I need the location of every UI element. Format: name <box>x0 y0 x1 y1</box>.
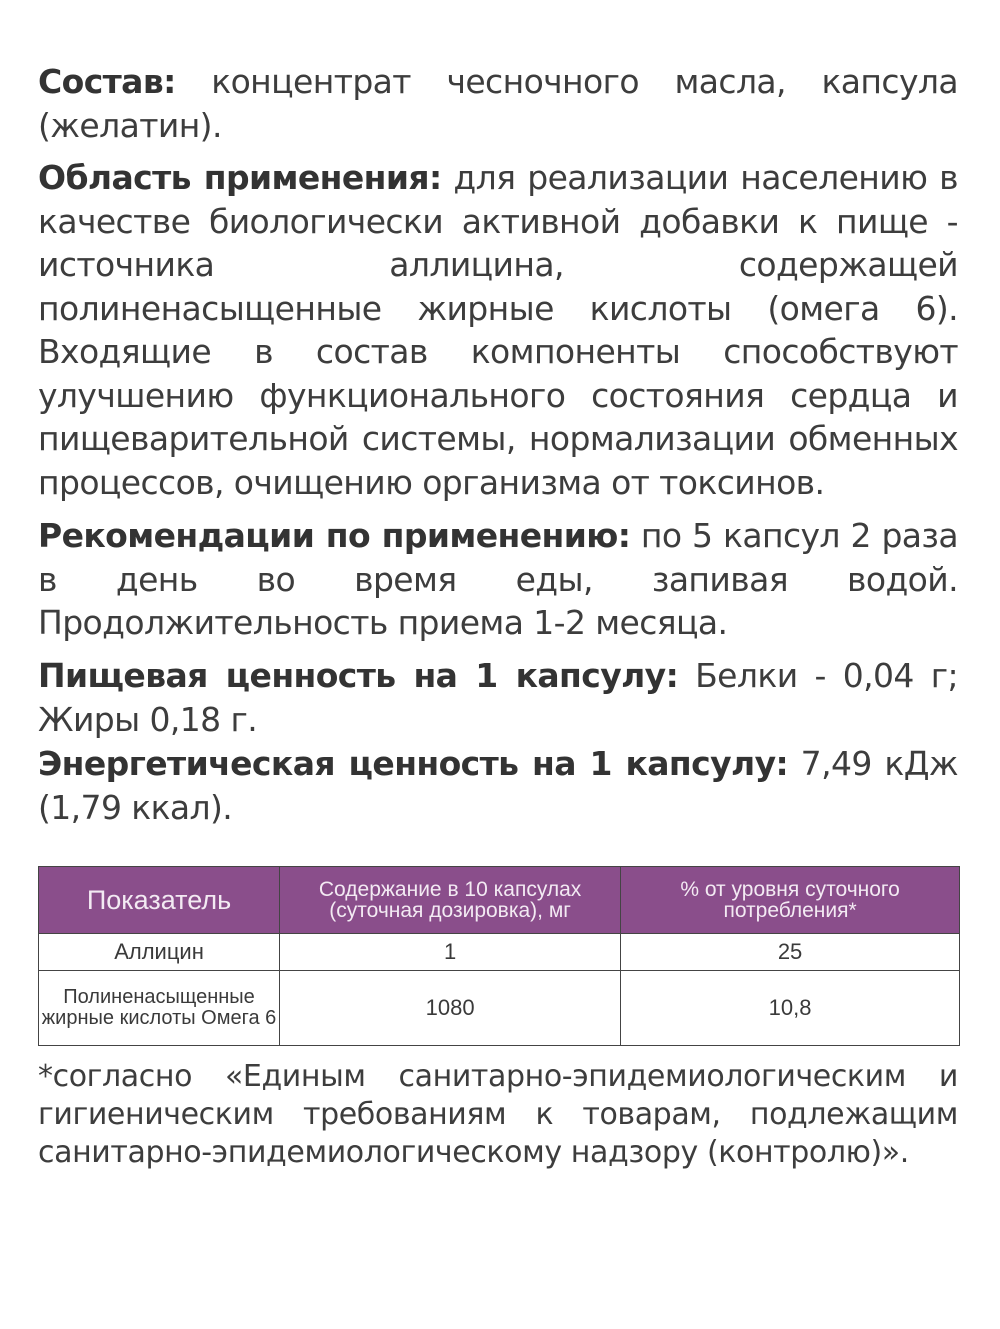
energy-section <box>38 742 958 838</box>
recommendations-section <box>38 514 958 654</box>
cell-content: 1 <box>280 934 621 971</box>
table-row <box>39 934 960 971</box>
nutrition-text: Белки - 0,04 г; Жиры 0,18 г. <box>38 656 958 739</box>
cell-percent: 10,8 <box>621 971 960 1046</box>
cell-content: 1080 <box>280 971 621 1046</box>
recommendations-text: по 5 капсул 2 раза в день во время еды, запивая водой. Продолжительность приема 1-2 месяца. <box>38 516 958 642</box>
cell-name: Полиненасыщенные жирные кислоты Омега 6 <box>39 971 280 1046</box>
energy-label: Энергетическая ценность на 1 капсулу: <box>38 744 789 783</box>
nutrition-section <box>38 654 958 750</box>
composition-section <box>38 60 958 156</box>
header-indicator: Показатель <box>39 867 280 934</box>
nutrition-label: Пищевая ценность на 1 капсулу: <box>38 656 679 695</box>
nutrition-table <box>38 866 960 1046</box>
cell-percent: 25 <box>621 934 960 971</box>
application-label: Область применения: <box>38 158 442 197</box>
cell-name: Аллицин <box>39 934 280 971</box>
header-daily-percent: % от уровня суточного потребления* <box>621 867 960 934</box>
table-row <box>39 971 960 1046</box>
footnote: *согласно «Единым санитарно-эпидемиологическим и гигиеническим требованиям к товарам, подлежащим санитарно-эпидемиологическому надзору (контролю)». <box>38 1059 958 1170</box>
recommendations-label: Рекомендации по применению: <box>38 516 631 555</box>
energy-text: 7,49 кДж (1,79 ккал). <box>38 744 959 827</box>
application-text: для реализации населению в качестве биологически активной добавки к пище - источника аллицина, содержащей полиненасыщенные жирные кислоты (омега 6). Входящие в состав компоненты способствуют улучшению функционального состояния сердца и пищеварительной системы, нормализации обменных процессов, очищению организма от токсинов. <box>38 158 958 502</box>
header-content: Содержание в 10 капсулах (суточная дозировка), мг <box>280 867 621 934</box>
composition-text: концентрат чесночного масла, капсула (желатин). <box>38 62 958 145</box>
composition-label: Состав: <box>38 62 176 101</box>
application-section <box>38 156 958 513</box>
table-header-row <box>39 867 960 934</box>
